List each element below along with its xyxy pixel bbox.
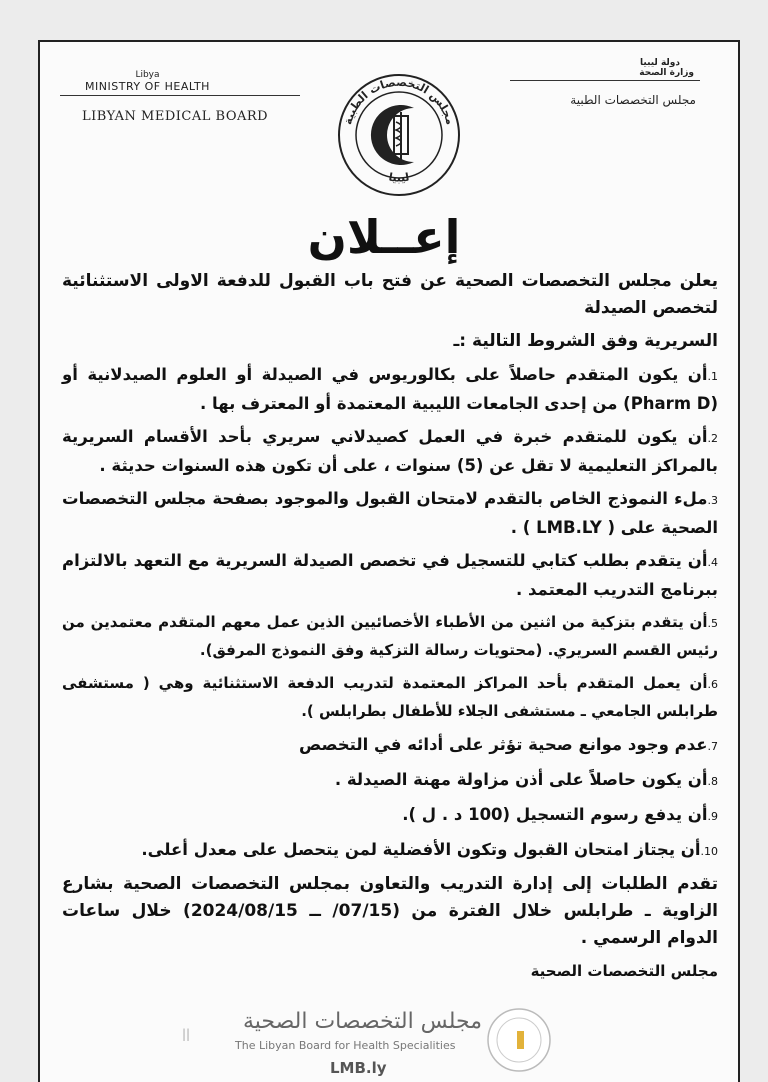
header-ministry-en: MINISTRY OF HEALTH — [85, 80, 210, 93]
header-board-en: LIBYAN MEDICAL BOARD — [82, 109, 269, 124]
intro-line-1: يعلن مجلس التخصصات الصحية عن فتح باب القبول للدفعة الاولى الاستثنائية لتخصص الصيدلة — [62, 271, 718, 318]
condition-1 — [62, 361, 718, 417]
condition-5-number: 5. — [707, 617, 718, 630]
condition-2-text: أن يكون للمتقدم خبرة في العمل كصيدلاني سريري بأحد الأقسام السريرية بالمراكز التعليمية لا تقل عن (5) سنوات ، على أن تكون هذه السنوات حديثة . — [62, 427, 718, 475]
condition-6 — [62, 670, 718, 725]
condition-9-text: أن يدفع رسوم التسجيل (100 د . ل ). — [402, 805, 708, 824]
condition-7 — [62, 731, 718, 760]
footer-logo-icon — [486, 1007, 552, 1073]
condition-9-number: 9. — [707, 810, 718, 823]
announcement-title: إعــلان — [307, 210, 461, 264]
board-seal — [336, 72, 462, 202]
header-left-rule — [60, 95, 300, 96]
footer-website: LMB.ly — [330, 1059, 387, 1077]
header-left — [60, 70, 310, 124]
header-board-ar: مجلس التخصصات الطبية — [570, 93, 696, 107]
footer-arabic-name: مجلس التخصصات الصحية — [242, 1009, 482, 1034]
signoff: مجلس التخصصات الصحية — [530, 962, 718, 980]
condition-8-number: 8. — [707, 775, 718, 788]
seal-logo-icon — [336, 72, 462, 198]
announcement-body — [62, 268, 718, 991]
condition-3-number: 3. — [707, 494, 718, 507]
condition-3 — [62, 485, 718, 541]
condition-3-text: ملء النموذج الخاص بالتقدم لامتحان القبول والموجود بصفحة مجلس التخصصات الصحية على ( LMB.LY ) . — [62, 489, 718, 537]
condition-9 — [62, 801, 718, 830]
condition-6-text: أن يعمل المتقدم بأحد المراكز المعتمدة لتدريب الدفعة الاستثنائية وهي ( مستشفى طرابلس الجامعي ـ مستشفى الجلاء للأطفال بطرابلس ). — [62, 674, 718, 720]
header-right — [500, 58, 700, 107]
footer-ticks: || — [182, 1027, 191, 1041]
header-country-ar: دولة ليبيا — [640, 58, 680, 68]
condition-8-text: أن يكون حاصلاً على أذن مزاولة مهنة الصيدلة . — [334, 770, 708, 789]
condition-10-number: 10. — [700, 845, 718, 858]
header-ministry-ar: وزارة الصحة — [639, 68, 694, 78]
watermark-footer — [182, 1005, 560, 1080]
svg-text:ليبيا — [388, 170, 411, 184]
intro-line-2: السريرية وفق الشروط التالية :ـ — [453, 331, 718, 351]
condition-6-number: 6. — [707, 678, 718, 691]
condition-4 — [62, 547, 718, 603]
header-right-rule — [510, 80, 700, 81]
condition-10-text: أن يجتاز امتحان القبول وتكون الأفضلية لمن يتحصل على معدل أعلى. — [141, 840, 701, 859]
condition-2-number: 2. — [707, 432, 718, 445]
condition-10 — [62, 836, 718, 865]
condition-8 — [62, 766, 718, 795]
footer-logo — [486, 1007, 552, 1077]
condition-1-number: 1. — [707, 370, 718, 383]
condition-5-text: أن يتقدم بتزكية من اثنين من الأطباء الأخصائيين الذين عمل معهم المتقدم معتمدين من رئيس القسم السريري. (محتويات رسالة التزكية وفق النموذج المرفق). — [62, 613, 718, 659]
condition-2 — [62, 423, 718, 479]
condition-4-text: أن يتقدم بطلب كتابي للتسجيل في تخصص الصيدلة السريرية مع التعهد بالالتزام ببرنامج التدريب المعتمد . — [62, 551, 718, 599]
condition-7-number: 7. — [707, 740, 718, 753]
seal-top-text: مجلس التخصصات الطبية — [341, 75, 457, 127]
condition-4-number: 4. — [707, 556, 718, 569]
submission-instructions: تقدم الطلبات إلى إدارة التدريب والتعاون بمجلس التخصصات الصحية بشارع الزاوية ـ طرابلس خلال الفترة من (07/15/ ــ 2024/08/15) خلال ساعات الدوام الرسمي . — [62, 874, 718, 948]
footer-english-name: The Libyan Board for Health Specialities — [235, 1039, 456, 1052]
header-country-en: Libya — [135, 70, 160, 80]
condition-7-text: عدم وجود موانع صحية تؤثر على أدائه في التخصص — [299, 735, 708, 754]
condition-5 — [62, 609, 718, 664]
condition-1-text: أن يكون المتقدم حاصلاً على بكالوريوس في الصيدلة أو العلوم الصيدلانية أو (Pharm D) من إحدى الجامعات الليبية المعتمدة أو المعترف بها . — [62, 365, 718, 413]
seal-bottom-text: ليبيا — [387, 170, 411, 185]
